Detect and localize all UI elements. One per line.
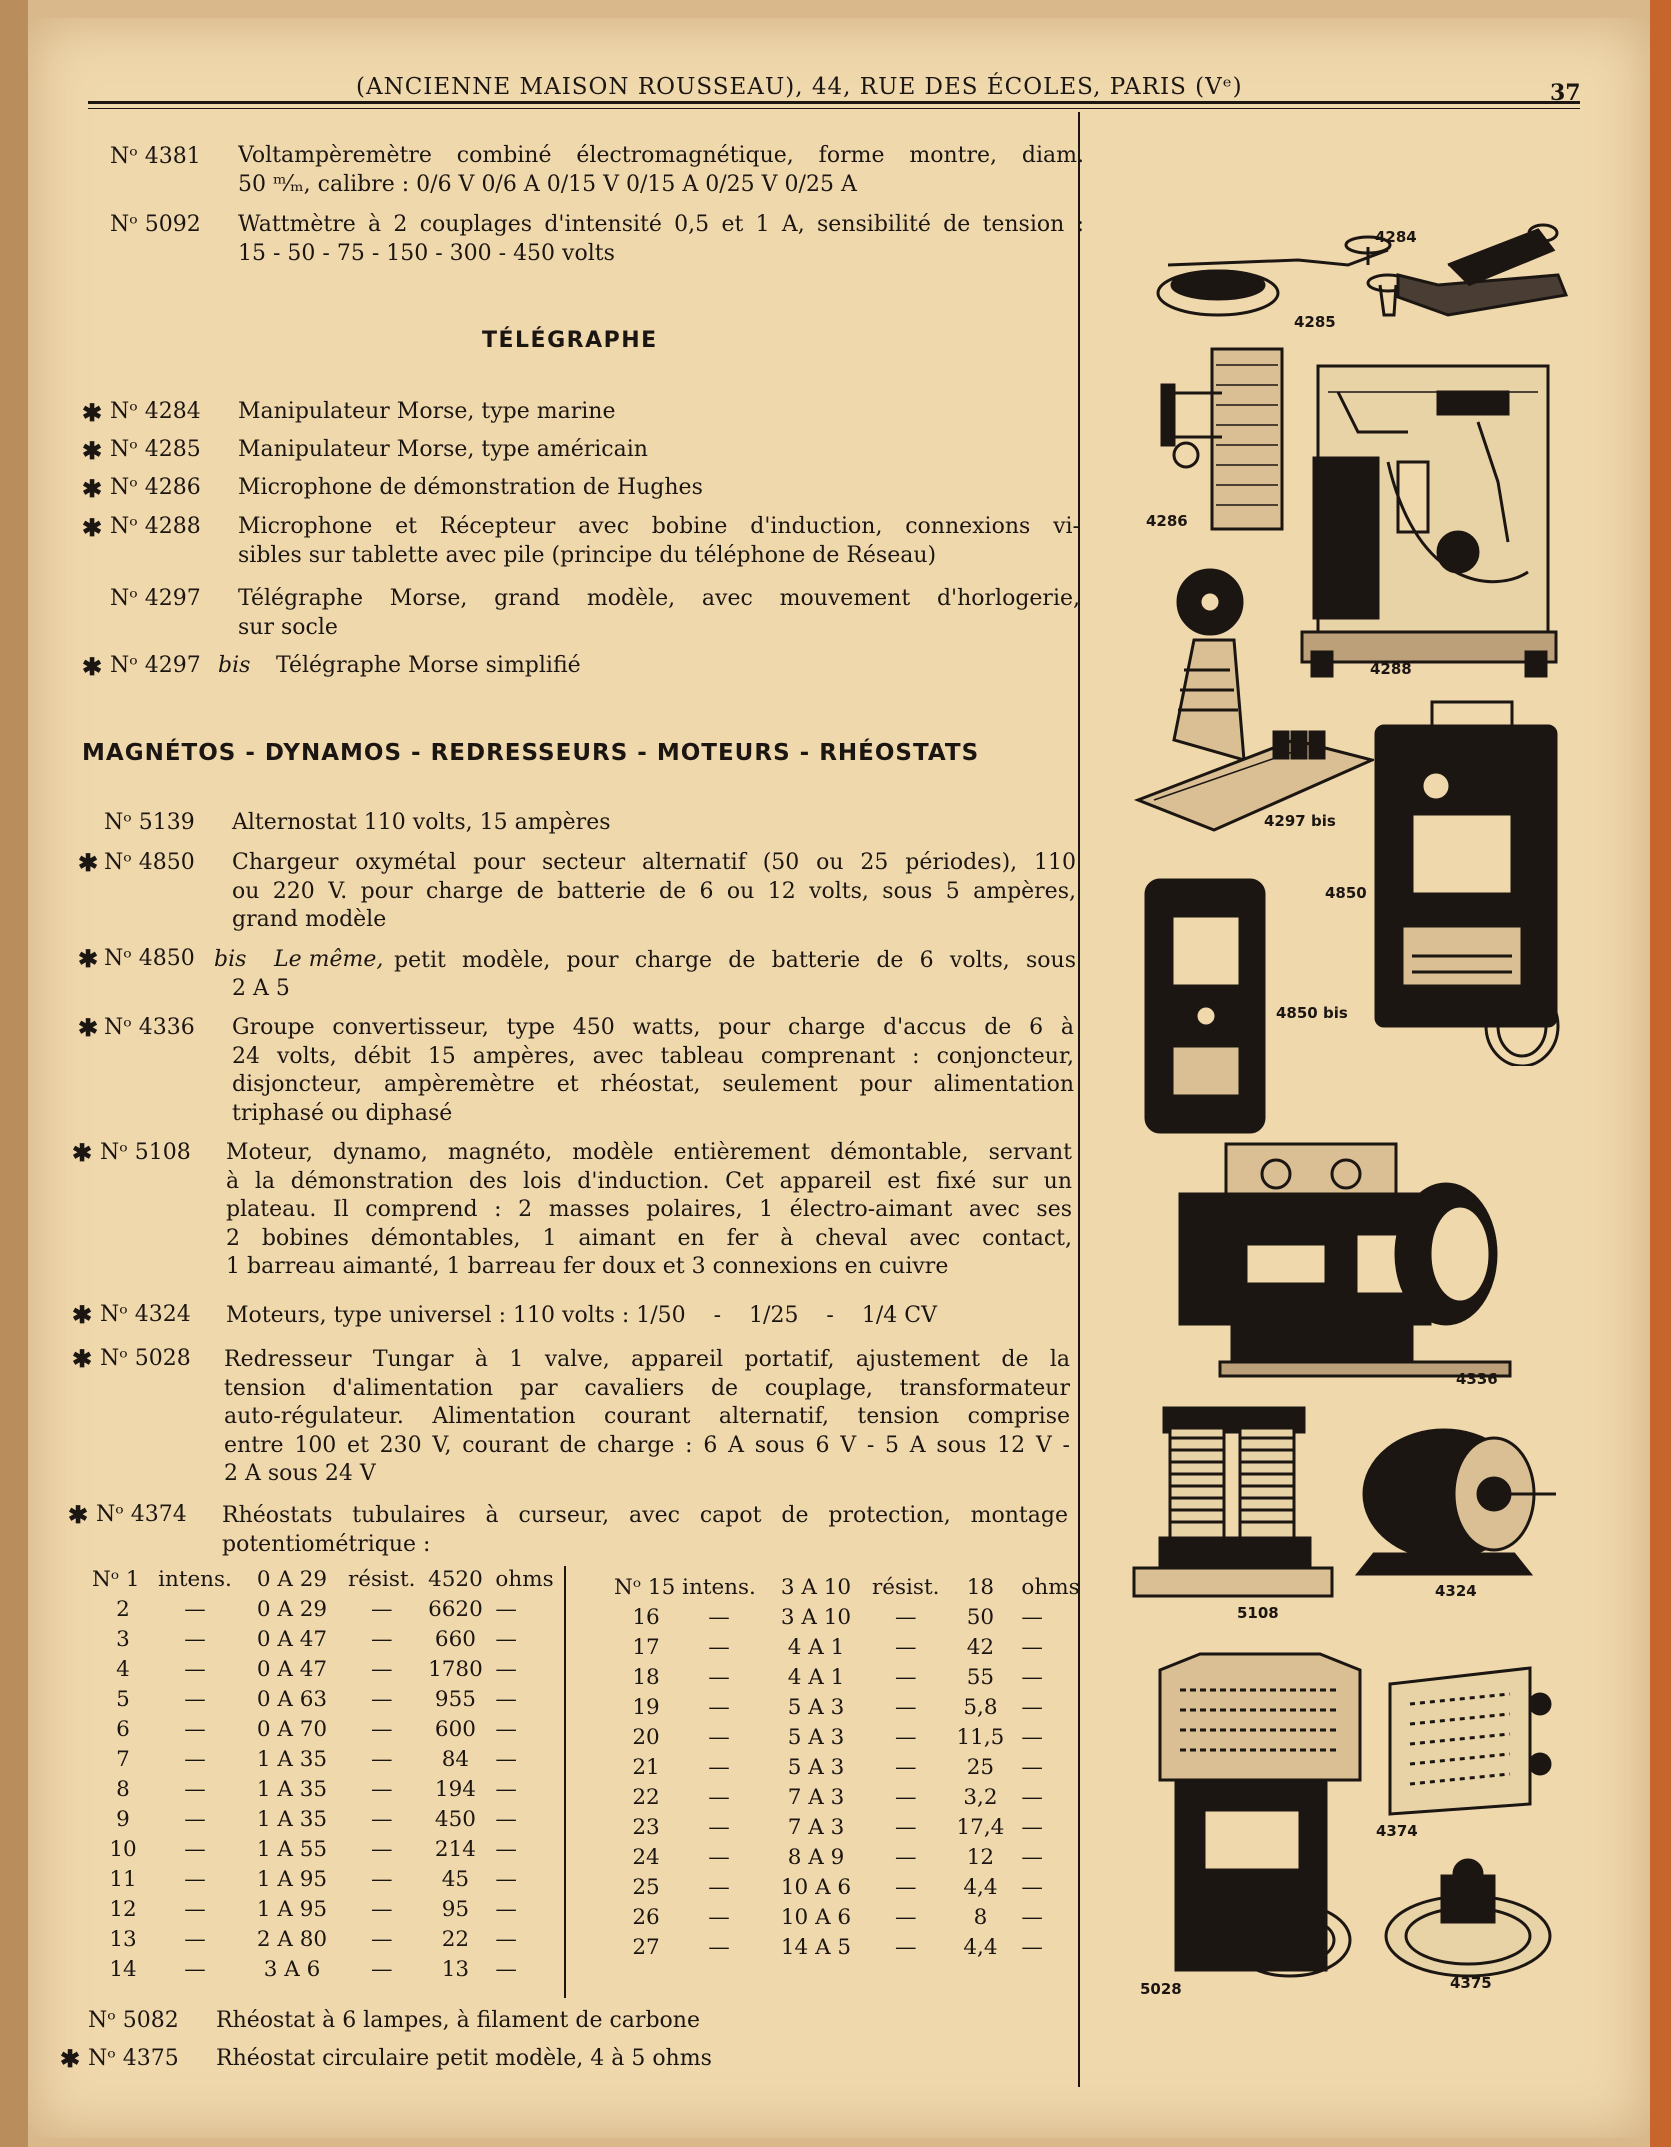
table-cell: — bbox=[184, 1806, 206, 1832]
table-cell: — bbox=[370, 1776, 393, 1802]
table-cell: — bbox=[184, 1866, 206, 1892]
table-cell: — bbox=[370, 1836, 393, 1862]
table-cell: — bbox=[495, 1806, 517, 1832]
table-cell: 8 A 9 bbox=[787, 1844, 845, 1870]
table-row bbox=[614, 1902, 1081, 1932]
table-cell: — bbox=[894, 1904, 917, 1930]
page-number: 37 bbox=[1550, 80, 1581, 106]
item-description: Manipulateur Morse, type marine bbox=[238, 399, 616, 424]
charger-illustration bbox=[1372, 696, 1572, 1066]
table-cell: — bbox=[1021, 1634, 1043, 1660]
table-row bbox=[614, 1722, 1081, 1752]
table-cell: 17,4 bbox=[956, 1814, 1005, 1840]
table-cell: — bbox=[708, 1784, 730, 1810]
table-cell: — bbox=[370, 1626, 393, 1652]
table-cell: — bbox=[708, 1664, 730, 1690]
item-number: Nᵒ 4285 bbox=[110, 437, 201, 462]
item-number: Nᵒ 4284 bbox=[110, 399, 201, 424]
table-row bbox=[614, 1692, 1081, 1722]
table-cell: — bbox=[184, 1596, 206, 1622]
table-cell: — bbox=[1021, 1874, 1043, 1900]
figure-label-4375: 4375 bbox=[1450, 1974, 1492, 1992]
table-divider bbox=[564, 1566, 566, 1998]
table-cell: 0 A 29 bbox=[256, 1596, 328, 1622]
item-number: Nᵒ 5092 bbox=[110, 212, 201, 237]
table-cell: 55 bbox=[966, 1664, 995, 1690]
item-description: petit modèle, pour charge de batterie de 6 volts, sous bbox=[394, 948, 1076, 973]
page-right-edge bbox=[1650, 0, 1671, 2147]
item-description: Moteurs, type universel : 110 volts : 1/50 - 1/25 - 1/4 CV bbox=[226, 1303, 937, 1328]
rheostat-table-right bbox=[614, 1572, 1081, 1962]
figure-label-4336: 4336 bbox=[1456, 1370, 1498, 1388]
figure-label-4297bis: 4297 bis bbox=[1264, 812, 1336, 830]
table-cell: 600 bbox=[434, 1716, 476, 1742]
table-cell: — bbox=[184, 1836, 206, 1862]
table-cell: — bbox=[708, 1874, 730, 1900]
star-marker: ✱ bbox=[82, 436, 103, 465]
star-marker: ✱ bbox=[82, 474, 103, 503]
table-cell: — bbox=[370, 1596, 393, 1622]
tubular-rheostat-illustration bbox=[1380, 1664, 1558, 1834]
table-cell: 22 bbox=[441, 1926, 470, 1952]
table-cell: 4,4 bbox=[963, 1874, 998, 1900]
table-cell: — bbox=[495, 1716, 517, 1742]
star-marker: ✱ bbox=[60, 2044, 81, 2073]
table-row bbox=[92, 1864, 555, 1894]
table-cell: — bbox=[894, 1634, 917, 1660]
table-cell: — bbox=[894, 1814, 917, 1840]
table-cell: — bbox=[370, 1806, 393, 1832]
figure-label-4288: 4288 bbox=[1370, 660, 1412, 678]
table-cell: 20 bbox=[632, 1724, 660, 1750]
table-cell: — bbox=[894, 1754, 917, 1780]
table-cell: 5 bbox=[116, 1686, 130, 1712]
table-cell: 11,5 bbox=[956, 1724, 1005, 1750]
section-heading-magnetos: MAGNÉTOS - DYNAMOS - REDRESSEURS - MOTEURS - RHÉOSTATS bbox=[82, 740, 980, 766]
figure-label-4285: 4285 bbox=[1294, 313, 1336, 331]
table-cell: 12 bbox=[966, 1844, 995, 1870]
table-cell: 7 A 3 bbox=[787, 1784, 845, 1810]
item-number: Nᵒ 5082 bbox=[88, 2008, 179, 2033]
table-cell: — bbox=[495, 1776, 517, 1802]
item-description: Alternostat 110 volts, 15 ampères bbox=[232, 810, 611, 835]
table-cell: — bbox=[184, 1896, 206, 1922]
table-cell: 2 A 80 bbox=[256, 1926, 328, 1952]
table-cell: 18 bbox=[632, 1664, 660, 1690]
table-cell: — bbox=[184, 1926, 206, 1952]
running-header: (ANCIENNE MAISON ROUSSEAU), 44, RUE DES ÉCOLES, PARIS (Vᵉ) bbox=[356, 74, 1243, 100]
table-cell: 3 A 10 bbox=[780, 1604, 852, 1630]
table-cell: 3 A 6 bbox=[263, 1956, 321, 1982]
table-cell: 24 bbox=[632, 1844, 660, 1870]
table-cell: 11 bbox=[109, 1866, 137, 1892]
rectifier-illustration bbox=[1140, 1650, 1372, 1980]
figure-label-4286: 4286 bbox=[1146, 512, 1188, 530]
item-description: Microphone et Récepteur avec bobine d'induction, connexions vi- sibles sur tablette avec pile (principe du téléphone de Réseau) bbox=[238, 514, 1080, 568]
table-cell: — bbox=[1021, 1844, 1043, 1870]
table-row bbox=[92, 1654, 555, 1684]
table-cell: 13 bbox=[109, 1926, 137, 1952]
section-heading-telegraphe: TÉLÉGRAPHE bbox=[482, 328, 658, 353]
star-marker: ✱ bbox=[82, 513, 103, 542]
table-cell: 7 bbox=[116, 1746, 130, 1772]
table-cell: — bbox=[370, 1926, 393, 1952]
table-cell: — bbox=[370, 1656, 393, 1682]
table-cell: — bbox=[708, 1724, 730, 1750]
table-cell: 10 A 6 bbox=[780, 1874, 852, 1900]
table-cell: 214 bbox=[434, 1836, 476, 1862]
table-cell: 1780 bbox=[428, 1656, 483, 1682]
table-cell: — bbox=[495, 1866, 517, 1892]
table-cell: — bbox=[894, 1664, 917, 1690]
table-cell: — bbox=[708, 1934, 730, 1960]
table-cell: 1 A 35 bbox=[256, 1776, 328, 1802]
table-cell: — bbox=[370, 1866, 393, 1892]
item-number: Nᵒ 4850 bbox=[104, 850, 195, 875]
table-header-row: Nᵒ 15 intens. 3 A 10 résist. 18 ohms bbox=[614, 1574, 1080, 1600]
table-cell: — bbox=[370, 1716, 393, 1742]
table-cell: 17 bbox=[632, 1634, 660, 1660]
table-cell: — bbox=[708, 1694, 730, 1720]
table-cell: — bbox=[495, 1956, 517, 1982]
item-description: Moteur, dynamo, magnéto, modèle entièrement démontable, servant à la démonstration des lois d'induction. Cet appareil est fixé sur un plateau. Il comprend : 2 masses polaires, 1 électro-aimant avec ses 2 bobines démontables, 1 aimant en fer à cheval avec contact, 1 barreau aimanté, 1 barreau fer doux et 3 connexions en cuivre bbox=[226, 1140, 1072, 1279]
table-cell: — bbox=[1021, 1934, 1043, 1960]
table-cell: — bbox=[495, 1596, 517, 1622]
table-header-row: Nᵒ 1 intens. 0 A 29 résist. 4520 ohms bbox=[92, 1566, 554, 1592]
table-cell: 26 bbox=[632, 1904, 660, 1930]
figure-label-4850bis: 4850 bis bbox=[1276, 1004, 1348, 1022]
star-marker: ✱ bbox=[78, 848, 99, 877]
item-number: Nᵒ 4850 bbox=[104, 946, 195, 971]
item-number: Nᵒ 5139 bbox=[104, 810, 195, 835]
table-cell: 50 bbox=[966, 1604, 995, 1630]
table-cell: — bbox=[1021, 1694, 1043, 1720]
page-left-edge bbox=[0, 0, 28, 2147]
item-bis: bis bbox=[218, 653, 251, 678]
table-cell: 8 bbox=[116, 1776, 130, 1802]
header-rule bbox=[88, 101, 1580, 104]
item-number: Nᵒ 4286 bbox=[110, 475, 201, 500]
table-cell: 9 bbox=[116, 1806, 130, 1832]
table-cell: 4 A 1 bbox=[787, 1634, 845, 1660]
table-cell: 450 bbox=[434, 1806, 476, 1832]
table-row bbox=[614, 1782, 1081, 1812]
table-row bbox=[614, 1872, 1081, 1902]
table-cell: — bbox=[894, 1874, 917, 1900]
table-cell: — bbox=[184, 1716, 206, 1742]
table-cell: — bbox=[495, 1926, 517, 1952]
table-cell: — bbox=[1021, 1784, 1043, 1810]
table-cell: 0 A 63 bbox=[256, 1686, 328, 1712]
table-cell: 1 A 55 bbox=[256, 1836, 328, 1862]
small-charger-illustration bbox=[1142, 876, 1270, 1136]
star-marker: ✱ bbox=[82, 398, 103, 427]
item-description: Manipulateur Morse, type américain bbox=[238, 437, 648, 462]
table-cell: 6 bbox=[116, 1716, 130, 1742]
item-description: Microphone de démonstration de Hughes bbox=[238, 475, 703, 500]
item-description: Télégraphe Morse simplifié bbox=[276, 653, 581, 678]
table-cell: 95 bbox=[441, 1896, 470, 1922]
table-cell: — bbox=[894, 1844, 917, 1870]
table-row bbox=[614, 1632, 1081, 1662]
table-cell: 1 A 35 bbox=[256, 1746, 328, 1772]
table-cell: — bbox=[1021, 1904, 1043, 1930]
table-cell: — bbox=[1021, 1814, 1043, 1840]
converter-group-illustration bbox=[1176, 1134, 1516, 1382]
table-cell: 7 A 3 bbox=[787, 1814, 845, 1840]
table-cell: 25 bbox=[632, 1874, 660, 1900]
table-cell: — bbox=[708, 1904, 730, 1930]
star-marker: ✱ bbox=[72, 1344, 93, 1373]
table-row bbox=[614, 1662, 1081, 1692]
header-rule-thin bbox=[88, 108, 1580, 109]
table-cell: — bbox=[708, 1634, 730, 1660]
table-row bbox=[92, 1894, 555, 1924]
table-cell: 22 bbox=[632, 1784, 660, 1810]
table-row bbox=[614, 1932, 1081, 1962]
table-cell: — bbox=[370, 1896, 393, 1922]
table-row bbox=[92, 1804, 555, 1834]
table-cell: — bbox=[370, 1956, 393, 1982]
table-cell: — bbox=[495, 1656, 517, 1682]
table-cell: — bbox=[894, 1934, 917, 1960]
table-cell: — bbox=[708, 1754, 730, 1780]
table-cell: — bbox=[370, 1746, 393, 1772]
table-cell: — bbox=[894, 1724, 917, 1750]
item-description: Chargeur oxymétal pour secteur alternatif (50 ou 25 périodes), 110 ou 220 V. pour charge de batterie de 6 ou 12 volts, sous 5 ampères, grand modèle bbox=[232, 850, 1076, 932]
table-cell: 1 A 35 bbox=[256, 1806, 328, 1832]
table-cell: 3 bbox=[116, 1626, 130, 1652]
table-row bbox=[614, 1752, 1081, 1782]
table-cell: — bbox=[495, 1746, 517, 1772]
table-row bbox=[92, 1744, 555, 1774]
figure-label-5028: 5028 bbox=[1140, 1980, 1182, 1998]
table-cell: 4 bbox=[116, 1656, 130, 1682]
table-row bbox=[92, 1684, 555, 1714]
table-cell: 0 A 47 bbox=[256, 1656, 328, 1682]
table-cell: 5 A 3 bbox=[787, 1754, 845, 1780]
table-cell: — bbox=[184, 1656, 206, 1682]
table-cell: 0 A 70 bbox=[256, 1716, 328, 1742]
item-description: Rhéostat circulaire petit modèle, 4 à 5 ohms bbox=[216, 2046, 712, 2071]
table-cell: 955 bbox=[434, 1686, 476, 1712]
table-cell: 0 A 47 bbox=[256, 1626, 328, 1652]
table-cell: — bbox=[370, 1686, 393, 1712]
item-number: Nᵒ 4336 bbox=[104, 1015, 195, 1040]
rheostat-table-left bbox=[92, 1564, 555, 1984]
morse-key-illustration bbox=[1148, 205, 1568, 335]
table-cell: 10 bbox=[109, 1836, 137, 1862]
table-cell: — bbox=[495, 1626, 517, 1652]
item-number: Nᵒ 4374 bbox=[96, 1502, 187, 1527]
item-number: Nᵒ 4375 bbox=[88, 2046, 179, 2071]
table-cell: — bbox=[1021, 1604, 1043, 1630]
item-number: Nᵒ 4297 bbox=[110, 653, 201, 678]
item-description-cont: 2 A 5 bbox=[232, 976, 290, 1001]
table-cell: — bbox=[708, 1844, 730, 1870]
table-cell: 5 A 3 bbox=[787, 1724, 845, 1750]
item-bis: bis bbox=[214, 947, 247, 972]
table-row bbox=[92, 1594, 555, 1624]
figure-label-4324: 4324 bbox=[1435, 1582, 1477, 1600]
table-cell: 45 bbox=[441, 1866, 470, 1892]
item-number: Nᵒ 5028 bbox=[100, 1346, 191, 1371]
table-cell: 25 bbox=[966, 1754, 995, 1780]
table-row bbox=[92, 1774, 555, 1804]
table-cell: 42 bbox=[966, 1634, 995, 1660]
table-cell: 3,2 bbox=[963, 1784, 998, 1810]
table-cell: — bbox=[184, 1956, 206, 1982]
figure-label-4850: 4850 bbox=[1325, 884, 1367, 902]
star-marker: ✱ bbox=[82, 652, 103, 681]
table-row bbox=[614, 1842, 1081, 1872]
table-cell: 1 A 95 bbox=[256, 1896, 328, 1922]
table-cell: — bbox=[495, 1836, 517, 1862]
table-cell: 84 bbox=[441, 1746, 470, 1772]
item-description: Voltampèremètre combiné électromagnétique, forme montre, diam. 50 ᵐ⁄ₘ, calibre : 0/6 V 0/6 A 0/15 V 0/15 A 0/25 V 0/25 A bbox=[238, 143, 1084, 197]
telegraph-illustration bbox=[1134, 560, 1374, 840]
motor-illustration bbox=[1334, 1414, 1560, 1584]
table-cell: 5 A 3 bbox=[787, 1694, 845, 1720]
table-cell: 12 bbox=[109, 1896, 137, 1922]
figure-label-5108: 5108 bbox=[1237, 1604, 1279, 1622]
table-cell: 1 A 95 bbox=[256, 1866, 328, 1892]
table-cell: 14 A 5 bbox=[780, 1934, 852, 1960]
table-cell: — bbox=[184, 1626, 206, 1652]
item-number: Nᵒ 4288 bbox=[110, 514, 201, 539]
item-description: Redresseur Tungar à 1 valve, appareil portatif, ajustement de la tension d'alimentation par cavaliers de couplage, transformateur auto-régulateur. Alimentation courant alternatif, tension comprise entre 100 et 230 V, courant de charge : 6 A sous 6 V - 5 A sous 12 V - 2 A sous 24 V bbox=[224, 1347, 1070, 1486]
item-description: Wattmètre à 2 couplages d'intensité 0,5 et 1 A, sensibilité de tension : 15 - 50 - 75 - 150 - 300 - 450 volts bbox=[238, 212, 1084, 266]
table-cell: 660 bbox=[434, 1626, 476, 1652]
table-cell: — bbox=[894, 1604, 917, 1630]
table-row bbox=[614, 1602, 1081, 1632]
item-number: Nᵒ 4381 bbox=[110, 144, 201, 169]
item-description: Rhéostat à 6 lampes, à filament de carbone bbox=[216, 2008, 700, 2033]
table-cell: — bbox=[1021, 1664, 1043, 1690]
table-cell: — bbox=[495, 1686, 517, 1712]
table-cell: — bbox=[894, 1784, 917, 1810]
table-cell: 21 bbox=[632, 1754, 660, 1780]
figure-label-4374: 4374 bbox=[1376, 1822, 1418, 1840]
table-cell: 2 bbox=[116, 1596, 130, 1622]
table-cell: 194 bbox=[434, 1776, 476, 1802]
table-cell: 10 A 6 bbox=[780, 1904, 852, 1930]
table-row bbox=[92, 1714, 555, 1744]
item-number: Nᵒ 4324 bbox=[100, 1302, 191, 1327]
star-marker: ✱ bbox=[78, 1013, 99, 1042]
table-cell: — bbox=[184, 1686, 206, 1712]
star-marker: ✱ bbox=[78, 944, 99, 973]
item-description: Télégraphe Morse, grand modèle, avec mouvement d'horlogerie, sur socle bbox=[238, 586, 1080, 640]
table-cell: — bbox=[894, 1694, 917, 1720]
star-marker: ✱ bbox=[68, 1500, 89, 1529]
table-cell: 4,4 bbox=[963, 1934, 998, 1960]
item-description: Rhéostats tubulaires à curseur, avec capot de protection, montage potentiométrique : bbox=[222, 1503, 1068, 1557]
table-row bbox=[92, 1624, 555, 1654]
table-cell: 6620 bbox=[428, 1596, 483, 1622]
table-cell: — bbox=[1021, 1724, 1043, 1750]
table-cell: 8 bbox=[973, 1904, 988, 1930]
table-cell: 14 bbox=[109, 1956, 137, 1982]
table-row bbox=[92, 1954, 555, 1984]
dynamo-illustration bbox=[1130, 1398, 1336, 1608]
table-cell: — bbox=[495, 1896, 517, 1922]
table-row bbox=[614, 1812, 1081, 1842]
table-row bbox=[92, 1924, 555, 1954]
table-cell: 23 bbox=[632, 1814, 660, 1840]
table-cell: 16 bbox=[632, 1604, 660, 1630]
table-cell: 5,8 bbox=[963, 1694, 998, 1720]
table-cell: 27 bbox=[632, 1934, 660, 1960]
table-cell: — bbox=[708, 1604, 730, 1630]
item-description: Groupe convertisseur, type 450 watts, pour charge d'accus de 6 à 24 volts, débit 15 ampères, avec tableau comprenant : conjoncteur, disjoncteur, ampèremètre et rhéostat, seulement pour alimentation triphasé ou diphasé bbox=[232, 1015, 1074, 1126]
item-lead: Le même, bbox=[274, 947, 384, 972]
item-number: Nᵒ 4297 bbox=[110, 586, 201, 611]
figure-label-4284: 4284 bbox=[1375, 228, 1417, 246]
table-cell: — bbox=[1021, 1754, 1043, 1780]
microphone-illustration bbox=[1156, 345, 1292, 535]
star-marker: ✱ bbox=[72, 1300, 93, 1329]
item-number: Nᵒ 5108 bbox=[100, 1140, 191, 1165]
circular-rheostat-illustration bbox=[1376, 1856, 1562, 1986]
star-marker: ✱ bbox=[72, 1138, 93, 1167]
table-row bbox=[92, 1834, 555, 1864]
table-cell: 4 A 1 bbox=[787, 1664, 845, 1690]
table-cell: 13 bbox=[441, 1956, 470, 1982]
table-cell: 19 bbox=[632, 1694, 660, 1720]
table-cell: — bbox=[184, 1776, 206, 1802]
table-cell: — bbox=[708, 1814, 730, 1840]
table-cell: — bbox=[184, 1746, 206, 1772]
